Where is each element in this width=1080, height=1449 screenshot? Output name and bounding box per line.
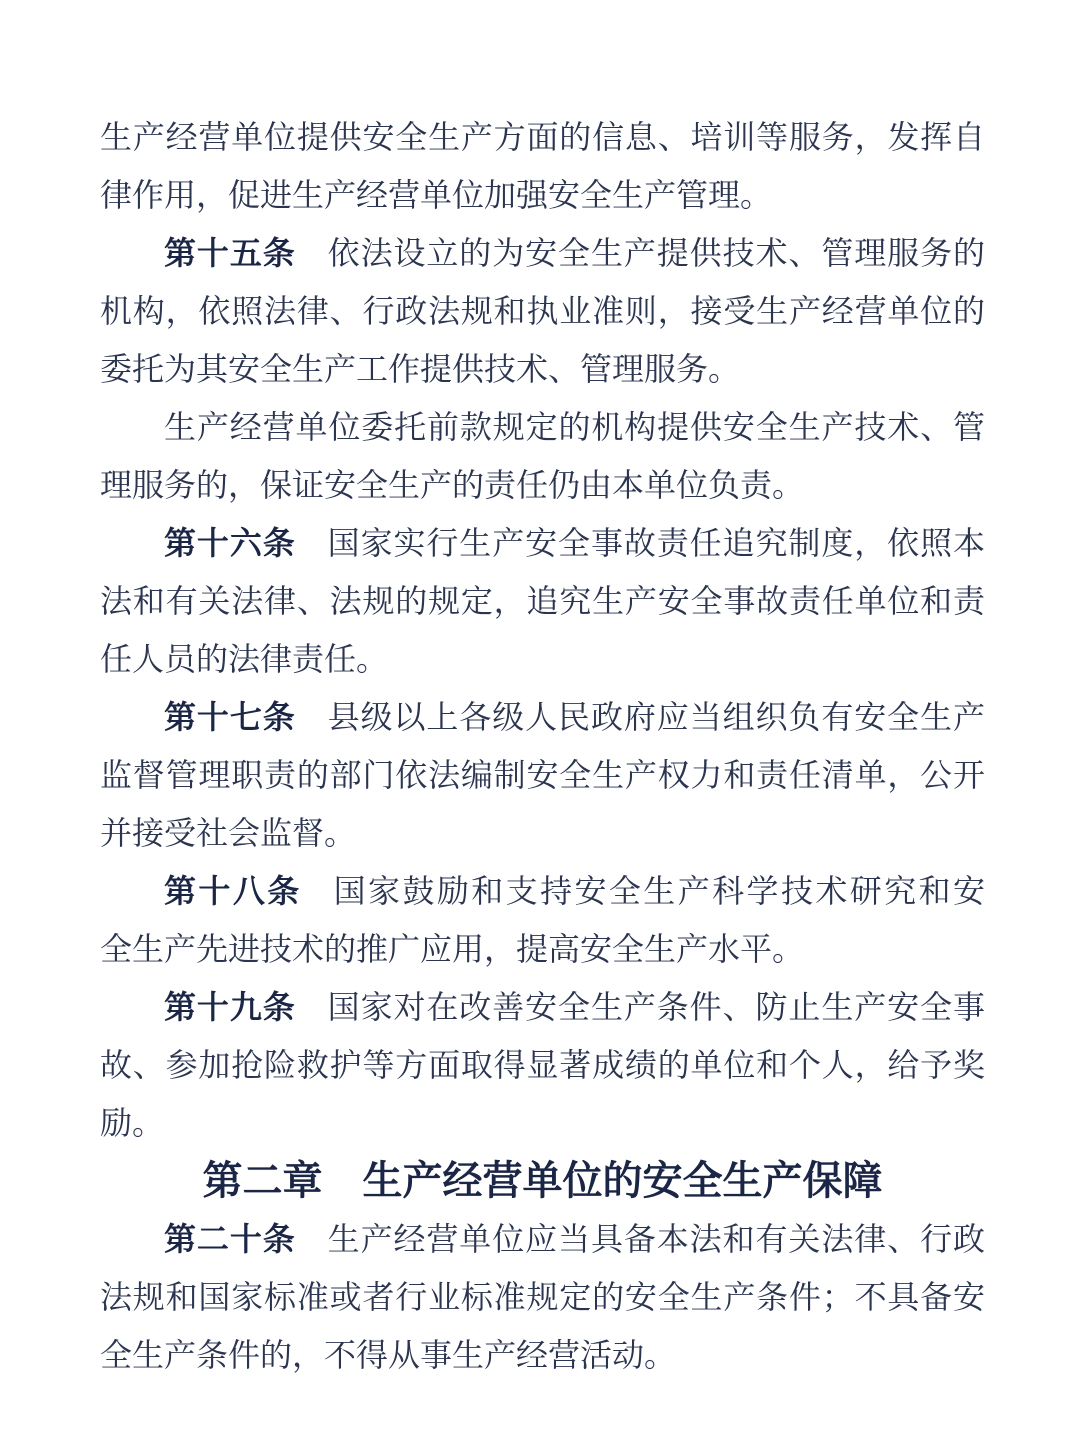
- text-line: [100, 630, 985, 688]
- line-text: 第二章 生产经营单位的安全生产保障: [202, 1158, 883, 1203]
- article-number-label: 第二十条: [164, 1221, 296, 1257]
- text-line: [100, 1326, 985, 1384]
- text-line: [100, 1210, 985, 1268]
- line-text: 国家鼓励和支持安全生产科学技术研究和安: [333, 873, 985, 909]
- line-text: 律作用，促进生产经营单位加强安全生产管理。: [100, 177, 773, 213]
- line-text: 故、参加抢险救护等方面取得显著成绩的单位和个人，给予奖: [100, 1047, 985, 1083]
- line-text: 依法设立的为安全生产提供技术、管理服务的: [327, 235, 985, 271]
- text-line: [100, 514, 985, 572]
- line-text: 全生产条件的，不得从事生产经营活动。: [100, 1337, 677, 1373]
- text-line: [100, 746, 985, 804]
- line-text: 国家对在改善安全生产条件、防止生产安全事: [327, 989, 985, 1025]
- line-text: 全生产先进技术的推广应用，提高安全生产水平。: [100, 931, 805, 967]
- text-line: [100, 1268, 985, 1326]
- text-line: [100, 108, 985, 166]
- text-line: [100, 862, 985, 920]
- text-line: [100, 282, 985, 340]
- text-line: [100, 456, 985, 514]
- line-text: 监督管理职责的部门依法编制安全生产权力和责任清单，公开: [100, 757, 985, 793]
- text-line: [100, 398, 985, 456]
- line-text: 法规和国家标准或者行业标准规定的安全生产条件；不具备安: [100, 1279, 985, 1315]
- text-line: [100, 920, 985, 978]
- text-line: [100, 688, 985, 746]
- article-number-label: 第十七条: [164, 699, 296, 735]
- text-line: [100, 166, 985, 224]
- text-line: [100, 978, 985, 1036]
- text-line: [100, 572, 985, 630]
- line-text: 理服务的，保证安全生产的责任仍由本单位负责。: [100, 467, 805, 503]
- article-number-label: 第十九条: [164, 989, 296, 1025]
- text-line: [100, 1036, 985, 1094]
- line-text: 委托为其安全生产工作提供技术、管理服务。: [100, 351, 741, 387]
- text-line: [100, 804, 985, 862]
- line-text: 县级以上各级人民政府应当组织负有安全生产: [327, 699, 985, 735]
- article-number-label: 第十八条: [164, 873, 302, 909]
- line-text: 生产经营单位提供安全生产方面的信息、培训等服务，发挥自: [100, 119, 985, 155]
- line-text: 法和有关法律、法规的规定，追究生产安全事故责任单位和责: [100, 583, 985, 619]
- line-text: 任人员的法律责任。: [100, 641, 389, 677]
- line-text: 励。: [100, 1105, 165, 1141]
- line-text: 国家实行生产安全事故责任追究制度，依照本: [327, 525, 985, 561]
- chapter-heading: [100, 1152, 985, 1210]
- article-number-label: 第十六条: [164, 525, 296, 561]
- text-line: [100, 224, 985, 282]
- line-text: 生产经营单位委托前款规定的机构提供安全生产技术、管: [164, 409, 985, 445]
- line-text: 生产经营单位应当具备本法和有关法律、行政: [327, 1221, 985, 1257]
- text-line: [100, 1094, 985, 1152]
- text-line: [100, 340, 985, 398]
- line-text: 并接受社会监督。: [100, 815, 357, 851]
- article-number-label: 第十五条: [164, 235, 296, 271]
- line-text: 机构，依照法律、行政法规和执业准则，接受生产经营单位的: [100, 293, 985, 329]
